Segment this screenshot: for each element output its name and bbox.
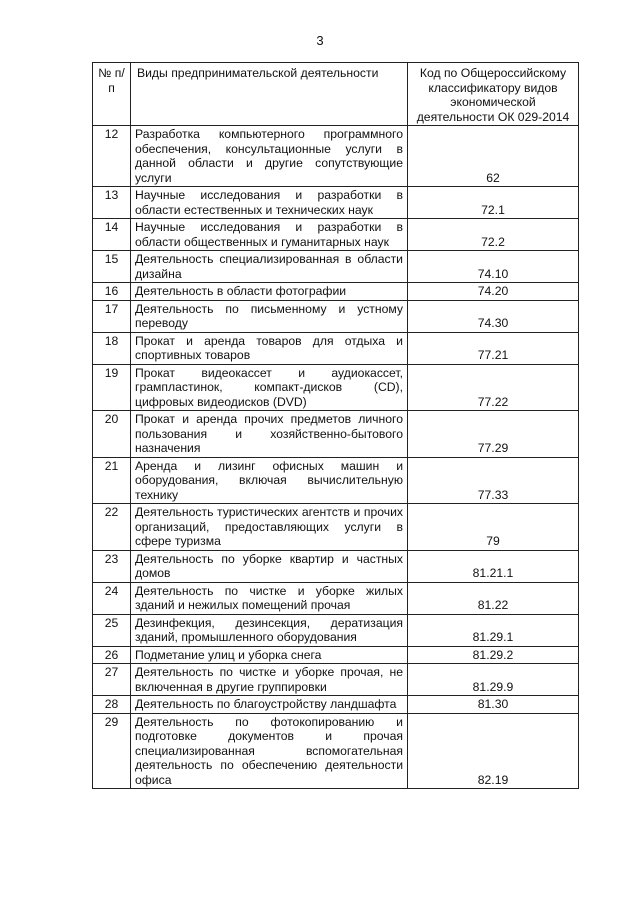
cell-number: 18 bbox=[93, 332, 131, 364]
table-row bbox=[93, 550, 579, 582]
cell-activity: Деятельность по фотокопированию и подготовке документов и прочая специализированная вспомогательная деятельность по обеспечению деятельности офиса bbox=[131, 713, 408, 789]
cell-activity: Прокат видеокассет и аудиокассет, грампластинок, компакт-дисков (CD), цифровых видеодисков (DVD) bbox=[131, 364, 408, 411]
table-row bbox=[93, 713, 579, 789]
table-row bbox=[93, 219, 579, 251]
cell-okved-code: 72.1 bbox=[408, 187, 579, 219]
cell-activity: Деятельность по уборке квартир и частных домов bbox=[131, 550, 408, 582]
cell-okved-code: 81.30 bbox=[408, 696, 579, 714]
cell-number: 15 bbox=[93, 251, 131, 283]
table-row bbox=[93, 126, 579, 187]
cell-number: 21 bbox=[93, 457, 131, 504]
cell-activity: Прокат и аренда товаров для отдыха и спортивных товаров bbox=[131, 332, 408, 364]
cell-okved-code: 77.21 bbox=[408, 332, 579, 364]
table-row bbox=[93, 582, 579, 614]
cell-number: 29 bbox=[93, 713, 131, 789]
cell-activity: Деятельность по письменному и устному переводу bbox=[131, 300, 408, 332]
table-row bbox=[93, 364, 579, 411]
table-row bbox=[93, 251, 579, 283]
cell-activity: Деятельность туристических агентств и прочих организаций, предоставляющих услуги в сфере туризма bbox=[131, 504, 408, 551]
table-row bbox=[93, 283, 579, 301]
cell-activity: Подметание улиц и уборка снега bbox=[131, 646, 408, 664]
header-activity: Виды предпринимательской деятельности bbox=[131, 63, 408, 126]
cell-okved-code: 81.22 bbox=[408, 582, 579, 614]
cell-number: 19 bbox=[93, 364, 131, 411]
cell-number: 16 bbox=[93, 283, 131, 301]
cell-okved-code: 72.2 bbox=[408, 219, 579, 251]
table-row bbox=[93, 457, 579, 504]
cell-okved-code: 74.30 bbox=[408, 300, 579, 332]
cell-number: 14 bbox=[93, 219, 131, 251]
table-row bbox=[93, 411, 579, 458]
cell-activity: Научные исследования и разработки в области естественных и технических наук bbox=[131, 187, 408, 219]
table-row bbox=[93, 664, 579, 696]
cell-activity: Прокат и аренда прочих предметов личного пользования и хозяйственно-бытового назначения bbox=[131, 411, 408, 458]
cell-okved-code: 81.21.1 bbox=[408, 550, 579, 582]
header-code: Код по Общероссийскому классификатору видов экономической деятельности ОК 029-2014 bbox=[408, 63, 579, 126]
activities-table bbox=[92, 62, 579, 789]
cell-activity: Дезинфекция, дезинсекция, дератизация зданий, промышленного оборудования bbox=[131, 614, 408, 646]
cell-number: 12 bbox=[93, 126, 131, 187]
header-num: № п/п bbox=[93, 63, 131, 126]
cell-number: 26 bbox=[93, 646, 131, 664]
cell-okved-code: 81.29.1 bbox=[408, 614, 579, 646]
cell-number: 27 bbox=[93, 664, 131, 696]
cell-activity: Деятельность в области фотографии bbox=[131, 283, 408, 301]
table-row bbox=[93, 300, 579, 332]
cell-number: 28 bbox=[93, 696, 131, 714]
cell-okved-code: 77.33 bbox=[408, 457, 579, 504]
cell-okved-code: 82.19 bbox=[408, 713, 579, 789]
table-row bbox=[93, 504, 579, 551]
cell-number: 20 bbox=[93, 411, 131, 458]
cell-activity: Деятельность по чистке и уборке прочая, не включенная в другие группировки bbox=[131, 664, 408, 696]
cell-okved-code: 79 bbox=[408, 504, 579, 551]
table-row bbox=[93, 187, 579, 219]
page-number: 3 bbox=[316, 33, 324, 48]
cell-okved-code: 81.29.2 bbox=[408, 646, 579, 664]
cell-okved-code: 77.29 bbox=[408, 411, 579, 458]
table-row bbox=[93, 332, 579, 364]
cell-okved-code: 62 bbox=[408, 126, 579, 187]
cell-activity: Разработка компьютерного программного обеспечения, консультационные услуги в данной области и другие сопутствующие услуги bbox=[131, 126, 408, 187]
cell-okved-code: 77.22 bbox=[408, 364, 579, 411]
cell-okved-code: 74.10 bbox=[408, 251, 579, 283]
cell-number: 22 bbox=[93, 504, 131, 551]
cell-activity: Научные исследования и разработки в области общественных и гуманитарных наук bbox=[131, 219, 408, 251]
cell-number: 23 bbox=[93, 550, 131, 582]
cell-activity: Аренда и лизинг офисных машин и оборудования, включая вычислительную технику bbox=[131, 457, 408, 504]
cell-activity: Деятельность специализированная в области дизайна bbox=[131, 251, 408, 283]
table-row bbox=[93, 696, 579, 714]
table-row bbox=[93, 646, 579, 664]
cell-activity: Деятельность по благоустройству ландшафта bbox=[131, 696, 408, 714]
cell-number: 13 bbox=[93, 187, 131, 219]
cell-number: 17 bbox=[93, 300, 131, 332]
cell-number: 24 bbox=[93, 582, 131, 614]
cell-okved-code: 74.20 bbox=[408, 283, 579, 301]
table-row bbox=[93, 614, 579, 646]
cell-okved-code: 81.29.9 bbox=[408, 664, 579, 696]
cell-activity: Деятельность по чистке и уборке жилых зданий и нежилых помещений прочая bbox=[131, 582, 408, 614]
cell-number: 25 bbox=[93, 614, 131, 646]
table-header-row bbox=[93, 63, 579, 126]
